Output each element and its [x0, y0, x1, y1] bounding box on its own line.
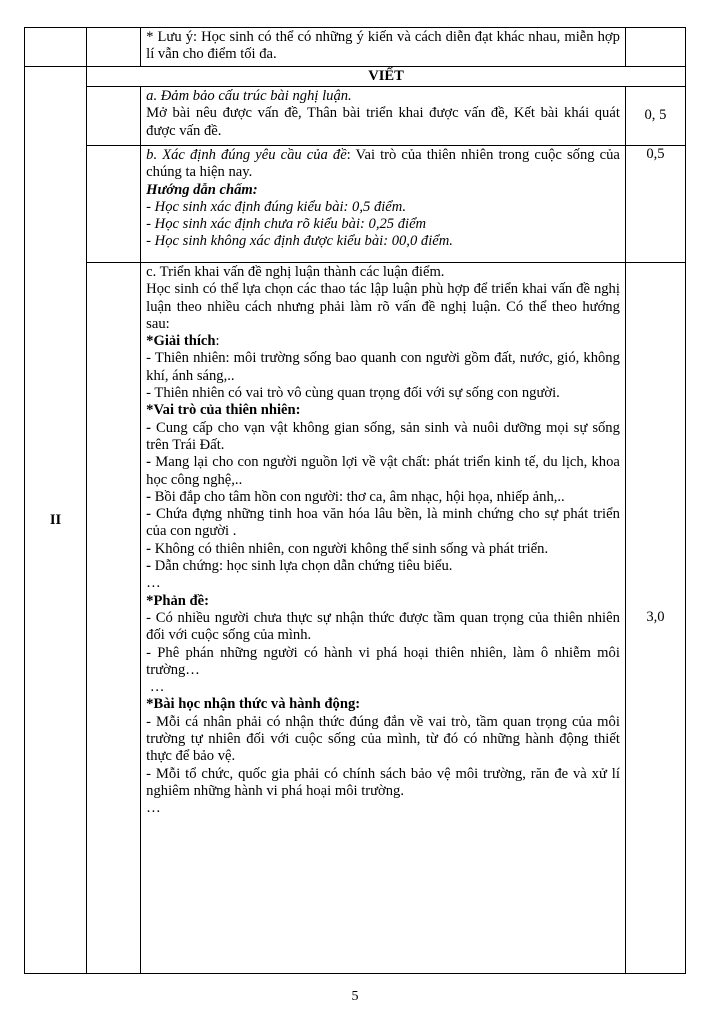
note-text: * Lưu ý: Học sinh có thể có những ý kiến và cách diễn đạt khác nhau, miễn hợp lí vẫn cho điểm tối đa.: [146, 29, 620, 63]
note-row: [25, 28, 686, 67]
guide-item: - Học sinh xác định chưa rõ kiểu bài: 0,25 điểm: [146, 216, 427, 233]
criterion-c-instructions: Học sinh có thể lựa chọn các thao tác lập luận phù hợp để triển khai vấn đề nghị luận theo nhiều cách nhưng phải làm rõ vấn đề nghị luận. Có thể theo hướng sau:: [146, 281, 620, 332]
note-content-cell: [141, 28, 626, 67]
note-question-cell: [87, 28, 141, 67]
counter-item: - Có nhiều người chưa thực sự nhận thức được tầm quan trọng của thiên nhiên đối với cuộc sống của mình.: [146, 609, 620, 644]
criterion-b-question-cell: [87, 146, 141, 263]
role-item: - Không có thiên nhiên, con người không thể sinh sống và phát triển.: [146, 540, 549, 557]
guide-heading: Hướng dẫn chấm:: [146, 181, 258, 198]
section-roman-cell: II: [25, 67, 87, 974]
criterion-b-content-cell: [141, 146, 626, 263]
section-heading-row: [25, 67, 686, 87]
criterion-c-row: [25, 263, 686, 974]
criterion-b-title-line: [146, 147, 620, 182]
ellipsis: …: [146, 679, 165, 696]
lesson-item: - Mỗi tổ chức, quốc gia phải có chính sách bảo vệ môi trường, răn đe và xử lí nghiêm những hành vi phá hoại môi trường.: [146, 765, 620, 799]
explain-item: - Thiên nhiên: môi trường sống bao quanh con người gồm đất, nước, gió, không khí, ánh sáng,..: [146, 350, 620, 384]
ellipsis: …: [146, 800, 161, 817]
role-item: - Cung cấp cho vạn vật không gian sống, sản sinh và nuôi dưỡng mọi sự sống trên Trái Đất.: [146, 419, 620, 453]
grading-table: [24, 27, 686, 974]
criterion-b-title-rest: : Vai trò của thiên nhiên trong cuộc sống của chúng ta hiện nay.: [146, 147, 620, 181]
lesson-item: - Mỗi cá nhân phải có nhận thức đúng đắn về vai trò, tầm quan trọng của môi trường tự nhiên đối với cuộc sống của mình, từ đó có những hành động thiết thực để bảo vệ.: [146, 713, 620, 765]
counter-heading: *Phản đề:: [146, 592, 210, 609]
ellipsis: …: [146, 575, 161, 592]
criterion-b-title: b. Xác định đúng yêu cầu của đề: [146, 147, 347, 163]
explain-heading: *Giải thích: [146, 333, 216, 350]
guide-item: - Học sinh xác định đúng kiểu bài: 0,5 điểm.: [146, 198, 406, 215]
explain-heading-line: [146, 333, 620, 350]
role-item: - Bồi đắp cho tâm hồn con người: thơ ca, âm nhạc, hội họa, nhiếp ảnh,..: [146, 488, 565, 505]
criterion-c-intro: c. Triển khai vấn đề nghị luận thành các luận điểm.: [146, 264, 445, 280]
criterion-a-row: [25, 87, 686, 146]
criterion-c-question-cell: [87, 263, 141, 974]
criterion-b-score: 0,5: [625, 146, 685, 263]
criterion-b-row: [25, 146, 686, 263]
criterion-c-content-cell: [141, 263, 626, 974]
criterion-c-score: 3,0: [625, 263, 685, 974]
section-heading: VIẾT: [87, 67, 686, 87]
lesson-heading: *Bài học nhận thức và hành động:: [146, 696, 361, 713]
explain-colon: :: [215, 333, 220, 350]
criterion-a-score: 0, 5: [625, 87, 685, 146]
note-part-cell: [25, 28, 87, 67]
page-number: 5: [351, 989, 359, 1004]
guide-item: - Học sinh không xác định được kiểu bài: 00,0 điểm.: [146, 233, 453, 250]
criterion-a-title: a. Đảm bảo cấu trúc bài nghị luận.: [146, 88, 352, 104]
counter-item: - Phê phán những người có hành vi phá hoại thiên nhiên, làm ô nhiễm môi trường…: [146, 644, 620, 678]
role-item: - Dẫn chứng: học sinh lựa chọn dẫn chứng tiêu biểu.: [146, 558, 453, 575]
role-item: - Mang lại cho con người nguồn lợi về vật chất: phát triển kinh tế, du lịch, khoa học công nghệ,..: [146, 454, 620, 488]
role-item: - Chứa đựng những tinh hoa văn hóa lâu bền, là minh chứng cho sự phát triển của con người .: [146, 506, 620, 540]
criterion-a-body: Mở bài nêu được vấn đề, Thân bài triển khai được vấn đề, Kết bài khái quát được vấn đề.: [146, 105, 620, 139]
criterion-a-question-cell: [87, 87, 141, 146]
note-score-cell: [625, 28, 685, 67]
role-heading: *Vai trò của thiên nhiên:: [146, 402, 301, 419]
criterion-a-content-cell: [141, 87, 626, 146]
explain-item: - Thiên nhiên có vai trò vô cùng quan trọng đối với sự sống con người.: [146, 385, 560, 402]
